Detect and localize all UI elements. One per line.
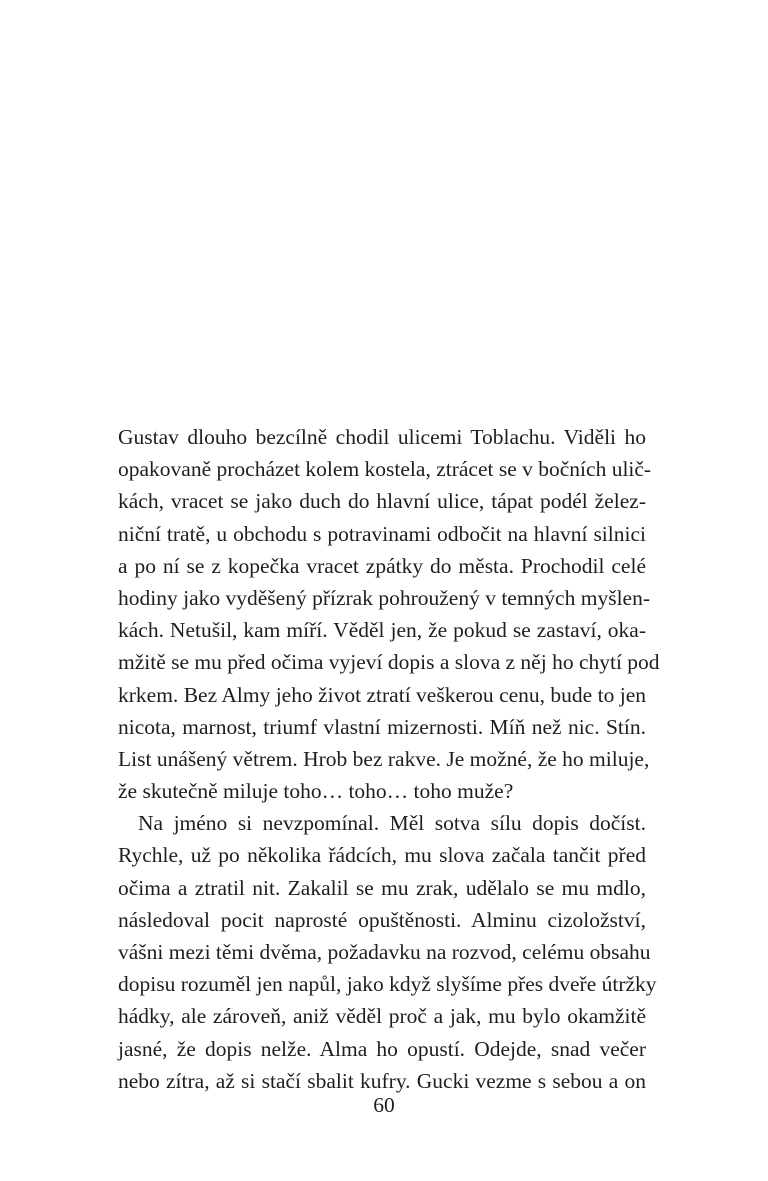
paragraph bbox=[118, 807, 657, 1097]
paragraph bbox=[118, 421, 660, 807]
text-line: opakovaně procházet kolem kostela, ztrácet se v bočních ulič- bbox=[118, 457, 652, 482]
page-number: 60 bbox=[373, 1093, 395, 1117]
text-line: a po ní se z kopečka vracet zpátky do města. Prochodil celé bbox=[118, 553, 646, 578]
text-line: hodiny jako vyděšený přízrak pohroužený v temných myšlen- bbox=[118, 585, 650, 610]
text-line: kách. Netušil, kam míří. Věděl jen, že pokud se zastaví, oka- bbox=[118, 618, 646, 643]
text-line: že skutečně miluje toho… toho… toho muže? bbox=[118, 779, 514, 804]
text-line: Rychle, už po několika řádcích, mu slova začala tančit před bbox=[118, 843, 646, 868]
text-line: Na jméno si nevzpomínal. Měl sotva sílu dopis dočíst. bbox=[138, 811, 646, 836]
text-line: Gustav dlouho bezcílně chodil ulicemi Toblachu. Viděli ho bbox=[118, 425, 646, 449]
text-line: vášni mezi těmi dvěma, požadavku na rozvod, celému obsahu bbox=[118, 940, 651, 964]
text-line: hádky, ale zároveň, aniž věděl proč a jak, mu bylo okamžitě bbox=[118, 1004, 646, 1029]
text-line: jasné, že dopis nelže. Alma ho opustí. Odejde, snad večer bbox=[118, 1036, 646, 1061]
text-line: nicota, marnost, triumf vlastní mizernosti. Míň než nic. Stín. bbox=[118, 714, 646, 739]
text-line: kách, vracet se jako duch do hlavní ulice, tápat podél želez- bbox=[118, 489, 646, 514]
text-line: očima a ztratil nit. Zakalil se mu zrak, udělalo se mu mdlo, bbox=[118, 875, 646, 900]
text-line: nebo zítra, až si stačí sbalit kufry. Gucki vezme s sebou a on bbox=[118, 1068, 646, 1093]
text-line: niční tratě, u obchodu s potravinami odbočit na hlavní silnici bbox=[118, 521, 646, 546]
body-text bbox=[118, 421, 660, 1097]
text-line: mžitě se mu před očima vyjeví dopis a slova z něj ho chytí pod bbox=[118, 650, 660, 675]
text-line: krkem. Bez Almy jeho život ztratí veškerou cenu, bude to jen bbox=[118, 682, 646, 707]
text-line: následoval pocit naprosté opuštěnosti. Alminu cizoložství, bbox=[118, 907, 646, 932]
text-line: List unášený větrem. Hrob bez rakve. Je možné, že ho miluje, bbox=[118, 746, 650, 771]
text-line: dopisu rozuměl jen napůl, jako když slyšíme přes dveře útržky bbox=[118, 972, 657, 997]
